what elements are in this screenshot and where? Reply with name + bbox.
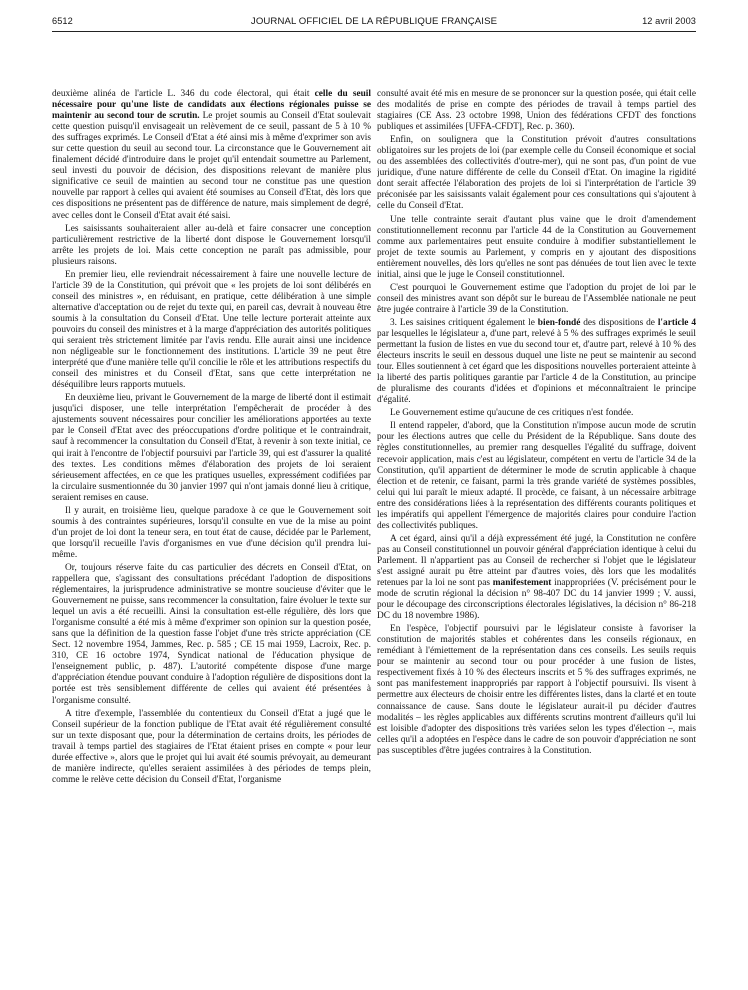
text-run: par lesquelles le législateur a, d'une part, relevé à 5 % des suffrages exprimés le seuil permettant la fusion de listes en vue du second tour et, d'autre part, relevé à 10 % des électeurs inscrits le seuil en dessous duquel une liste ne peut se maintenir au second tour. Elles soutiennent à cet égard que les dispositions nouvelles porteraient atteinte à la liberté des partis politiques garantie par l'article 4 de la Constitution, au principe de pluralisme des courants d'idées et d'opinions et méconnaîtraient le principe d'égalité. <box>377 328 696 406</box>
right-column <box>377 89 696 974</box>
header-rule <box>52 31 696 32</box>
left-column <box>52 89 371 974</box>
paragraph: En l'espèce, l'objectif poursuivi par le législateur consiste à favoriser la constitution de majorités stables et cohérentes dans les conseils régionaux, en remédiant à l'émiettement de la représentation dans ces conseils. Les seuils requis pour se maintenir au second tour ou pour procéder à une fusion de listes, respectivement fixés à 10 % des électeurs inscrits et 5 % des suffrages exprimés, ne sont pas manifestement inappropriés par rapport à l'objectif poursuivi. Ils visent à permettre aux électeurs de choisir entre les différentes listes, dans la clarté et en toute connaissance de cause. Sans doute le législateur aurait-il pu décider d'autres modalités – les règles applicables aux différents scrutins montrent d'ailleurs qu'il lui est loisible d'adopter des dispositions très variées selon les types d'élection –, mais celles qu'il a adoptées en l'espèce dans le cadre de son pouvoir d'appréciation ne sont pas susceptibles d'être jugées contraires à la Constitution. <box>377 624 696 756</box>
bold-text-run: l'article 4 <box>657 317 696 328</box>
bold-text-run: bien-fondé <box>537 317 581 328</box>
journal-title: JOURNAL OFFICIEL DE LA RÉPUBLIQUE FRANÇAISE <box>250 16 498 27</box>
page-number: 6512 <box>52 16 73 26</box>
paragraph: Une telle contrainte serait d'autant plus vaine que le droit d'amendement constitutionnellement reconnu par l'article 44 de la Constitution au Gouvernement comme aux parlementaires peut ensuite conduire à modifier substantiellement le projet de texte soumis au Parlement, y compris en y ajoutant des dispositions entièrement nouvelles, dès lors qu'elles ne sont pas dénuées de tout lien avec le texte initial, ainsi que le juge le Conseil constitutionnel. <box>377 214 696 280</box>
text-run: deuxième alinéa de l'article L. 346 du code électoral, qui était <box>52 89 315 99</box>
paragraph: En premier lieu, elle reviendrait nécessairement à faire une nouvelle lecture de l'article 39 de la Constitution, qui prévoit que « les projets de loi sont délibérés en conseil des ministres », en réduisant, en pratique, cette délibération à une simple alternative d'acceptation ou de rejet du texte qui, en pareil cas, devrait à nouveau être soumis à la consultation du Conseil d'Etat. Une telle lecture porterait atteinte aux pouvoirs du conseil des ministres et à la marge d'appréciation des autorités politiques qui seraient très strictement limitée par l'avis rendu. Elle aurait ainsi une incidence non négligeable sur le fonctionnement des institutions. L'article 39 ne peut être interprété que d'une manière telle qu'il concilie le rôle et les attributions respectifs du conseil des ministres et du Conseil d'Etat, sans que cette interprétation ne déséquilibre leurs rapports mutuels. <box>52 269 371 391</box>
paragraph: A titre d'exemple, l'assemblée du contentieux du Conseil d'Etat a jugé que le Conseil supérieur de la fonction publique de l'Etat avait été régulièrement consulté sur un texte disposant que, pour la détermination de certains droits, les périodes de travail à temps partiel des stagiaires de l'Etat étaient prises en compte « pour leur durée effective », alors que le projet qui lui avait été soumis prévoyait, au demeurant de manière indirecte, qu'elles seraient assimilées à des périodes de temps plein, comme le relève cette décision du Conseil d'Etat, l'organisme <box>52 708 371 785</box>
text-run: 3. Les saisines critiquent également le <box>390 317 538 328</box>
paragraph: Les saisissants souhaiteraient aller au-delà et faire consacrer une conception particulièrement restrictive de la liberté dont dispose le Gouvernement lorsqu'il arrête les projets de loi. Mais cette conception ne paraît pas admissible, pour plusieurs raisons. <box>52 223 371 267</box>
text-run: inappropriées (V. précisément pour le mode de scrutin régional la décision n° 98-407 DC du 14 janvier 1999 ; V. aussi, pour le découpage des circonscriptions électorales législatives, la décision n° 86-218 DC du 18 novembre 1986). <box>377 578 696 622</box>
text-run: Le projet soumis au Conseil d'Etat soulevait cette question puisqu'il envisageait un relèvement de ce seuil, passant de 5 à 10 % des suffrages exprimés. Le Conseil d'Etat a été ainsi mis à même d'exprimer son avis sur cette question du seuil au second tour. La circonstance que le Gouvernement ait finalement décidé d'introduire dans le projet qu'il entendait soumettre au Parlement, seul investi du pouvoir de décision, des dispositions relevant de manière plus significative ce seuil de maintien au second tour ne constitue pas une question nouvelle par rapport à celles qui avaient été soumises au Conseil d'Etat, dès lors que ces dispositions ne présentent pas de différence de nature, mais simplement de degré, avec celles dont le Conseil d'Etat avait été saisi. <box>52 111 371 221</box>
paragraph: C'est pourquoi le Gouvernement estime que l'adoption du projet de loi par le conseil des ministres avant son dépôt sur le bureau de l'Assemblée nationale ne peut être jugée contraire à l'article 39 de la Constitution. <box>377 282 696 315</box>
page-header <box>52 16 696 32</box>
paragraph: Il y aurait, en troisième lieu, quelque paradoxe à ce que le Gouvernement soit soumis à des contraintes supérieures, lorsqu'il consulte en vue de la mise au point d'un projet de loi dont la teneur sera, en tout état de cause, décidée par le Parlement, que lorsqu'il recueille l'avis d'organismes en vue d'une décision qu'il prendra lui-même. <box>52 505 371 560</box>
paragraph: Le Gouvernement estime qu'aucune de ces critiques n'est fondée. <box>390 408 634 419</box>
publication-date: 12 avril 2003 <box>642 16 696 26</box>
paragraph: consulté avait été mis en mesure de se prononcer sur la question posée, qui était celle des modalités de prise en compte des périodes de travail à temps partiel des stagiaires (CE Ass. 23 octobre 1998, Union des fédérations CFDT des fonctions publiques et assimilées [UFFA-CFDT], Rec. p. 360). <box>377 89 696 133</box>
bold-text-run: manifestement <box>492 578 552 589</box>
text-run: des dispositions de <box>580 317 658 328</box>
text-run: A cet égard, ainsi qu'il a déjà expressément été jugé, la Constitution ne confère pas au Conseil constitutionnel un pouvoir général d'appréciation identique à celui du Parlement. Il n'appartient pas au Conseil de rechercher si l'objet que le législateur s'est assigné aurait pu être atteint par d'autres voies, dès lors que les modalités retenues par la loi ne sont pas <box>377 533 696 589</box>
paragraph <box>377 318 696 406</box>
paragraph <box>377 534 696 622</box>
bold-text-run: celle du seuil nécessaire pour qu'une liste de candidats aux élections régionales puisse se maintenir au second tour de scrutin. <box>52 89 371 122</box>
paragraph <box>52 89 371 222</box>
paragraph: Enfin, on soulignera que la Constitution prévoit d'autres consultations obligatoires sur les projets de loi (par exemple celle du Conseil économique et social ou des assemblées des collectivités d'outre-mer), qui ne sont pas, d'un point de vue juridique, d'une nature différente de celle du Conseil d'Etat. On imagine la rigidité dont serait affectée l'élaboration des projets de loi si l'interprétation de l'article 39 préconisée par les saisissants valait également pour ces consultations qui s'ajoutent à celle du Conseil d'Etat. <box>377 135 696 212</box>
paragraph: Or, toujours réserve faite du cas particulier des décrets en Conseil d'Etat, on rappellera que, s'agissant des consultations précédant l'adoption de dispositions réglementaires, la jurisprudence administrative se montre soucieuse d'éviter que le Gouvernement ne puisse, sans recommencer la consultation, faire évoluer le texte sur lequel un avis a été recueilli. Ainsi la consultation est-elle régulière, dès lors que l'organisme consulté a été mis à même d'exprimer son opinion sur la question posée, sans que la définition de la question fasse l'objet d'une très stricte appréciation (CE Sect. 12 novembre 1954, Jammes, Rec. p. 585 ; CE 15 mai 1959, Lacroix, Rec. p. 310, CE 16 octobre 1974, Syndicat national de l'éducation physique de l'enseignement public, p. 487). L'autorité compétente dispose d'une marge d'appréciation étendue pouvant conduire à l'adoption régulière de dispositions dont la portée est très sensiblement différente de celles qui avaient été présentées à l'organisme consulté. <box>52 562 371 706</box>
paragraph: Il entend rappeler, d'abord, que la Constitution n'impose aucun mode de scrutin pour les élections autres que celle du Président de la République. Sans doute des règles constitutionnelles, au premier rang desquelles l'égalité du suffrage, doivent recevoir application, mais c'est au législateur, compétent en vertu de l'article 34 de la Constitution, qu'il appartient de déterminer le mode de scrutin applicable à chaque élection et de retenir, ce faisant, parmi la très grande variété de systèmes possibles, celui qui lui paraît le mieux adapté. Il procède, ce faisant, à un nécessaire arbitrage entre des considérations liées à la représentation des différents courants politiques et les impératifs qui appellent l'émergence de majorités claires pour conduire l'action des collectivités publiques. <box>377 421 696 531</box>
paragraph: En deuxième lieu, privant le Gouvernement de la marge de liberté dont il estimait jusqu'ici disposer, une telle interprétation l'empêcherait de procéder à des ajustements souvent nécessaires pour concilier les améliorations apportées au texte par le Conseil d'Etat avec des préoccupations d'ordre politique et le contraindrait, sauf à recommencer la consultation du Conseil d'Etat, à revenir à son texte initial, ce qui irait à l'encontre de l'objectif poursuivi par l'article 39, qui est d'assurer la qualité des textes. Les conditions mêmes d'élaboration des projets de loi seraient sérieusement affectées, en ce que les pratiques usuelles, expressément codifiées par la circulaire susmentionnée du 30 janvier 1997 qui n'ont jamais donné lieu à critique, seraient remises en cause. <box>52 393 371 503</box>
